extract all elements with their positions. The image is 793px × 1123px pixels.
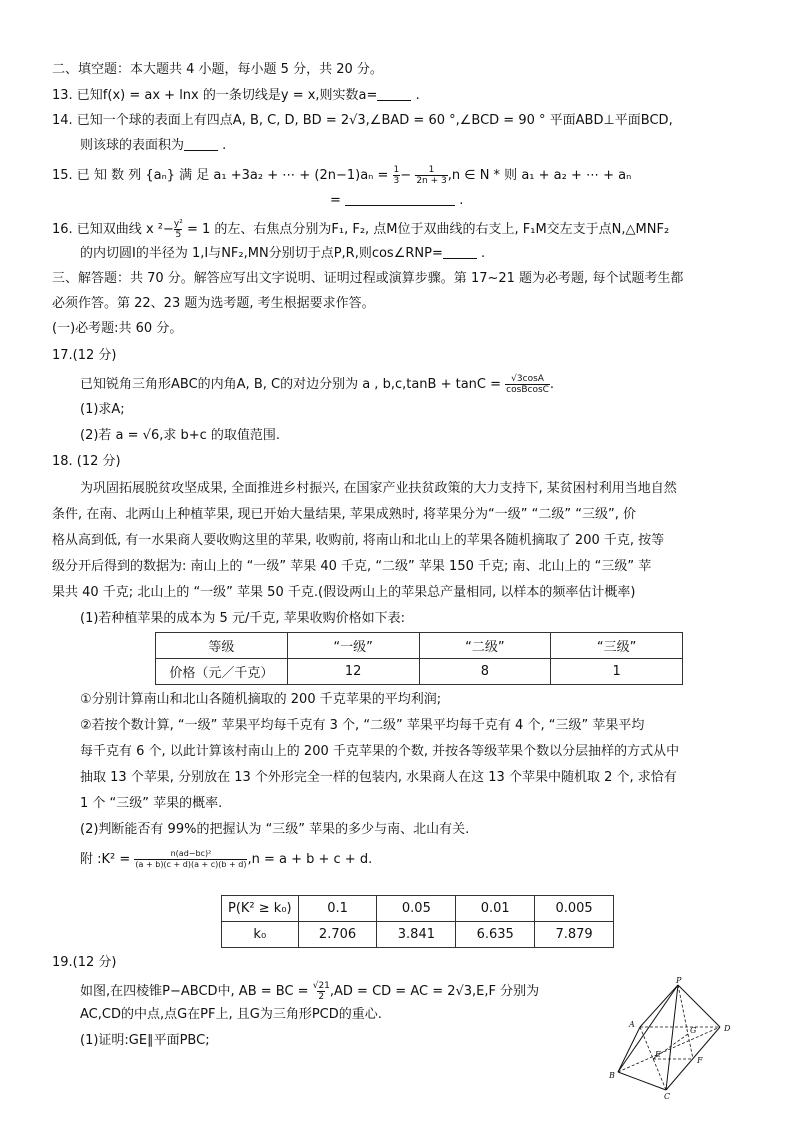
- required-section-label: (一)必考题:共 60 分。: [52, 321, 183, 336]
- question-19-line-2: AC,CD的中点,点G在PF上, 且G为三角形PCD的重心.: [80, 1007, 382, 1022]
- question-14-text: 则该球的表面积为: [80, 138, 185, 153]
- fraction-denominator: 2: [318, 992, 325, 1002]
- fraction-numerator: y²: [173, 219, 183, 229]
- question-13-end: .: [415, 88, 420, 103]
- question-18-item-2-line: ②若按个数计算, “一级” 苹果平均每千克有 3 个, “二级” 苹果平均每千克有 4 个, “三级” 苹果平均: [80, 718, 645, 733]
- point-label-E: E: [655, 1050, 661, 1059]
- question-18-paragraph-line: 条件, 在南、北两山上种植苹果, 现已开始大量结果, 苹果成熟时, 将苹果分为“一级” “二级” “三级”, 价: [52, 507, 636, 522]
- vertex-label-B: B: [609, 1071, 615, 1080]
- table-header-row: [156, 633, 683, 659]
- table-cell: 0.005: [535, 896, 614, 922]
- pyramid-solid-edges: [618, 985, 720, 1090]
- equals-sign: =: [330, 193, 341, 208]
- vertex-label-C: C: [664, 1092, 671, 1100]
- answer-blank: [345, 193, 455, 206]
- pyramid-hidden-edges: [618, 985, 720, 1090]
- edge-PD: [678, 985, 720, 1027]
- table-cell: 7.879: [535, 922, 614, 948]
- section-3-title-line-1: 三、解答题：共 70 分。解答应写出文字说明、证明过程或演算步骤。第 17~21 题为必考题, 每个试题考生都: [52, 271, 684, 286]
- minus-sign: −: [400, 168, 412, 183]
- answer-blank: [377, 88, 411, 101]
- question-16-line-1: [52, 219, 669, 240]
- question-18-paragraph-line: 格从高到低, 有一水果商人要收购这里的苹果, 收购前, 将南山和北山上的苹果各随机摘取了 200 千克, 按等: [52, 533, 665, 548]
- question-18-item-2-line: 1 个 “三级” 苹果的概率.: [80, 796, 223, 811]
- answer-blank: [443, 246, 477, 259]
- fraction: [174, 219, 183, 240]
- fraction: [505, 374, 550, 395]
- edge-BC: [618, 1072, 666, 1090]
- question-19-line-1: [80, 981, 539, 1002]
- fraction-numerator: √21: [312, 981, 330, 991]
- table-cell: 0.01: [456, 896, 535, 922]
- question-19-text: 如图,在四棱锥P−ABCD中, AB = BC =: [80, 984, 309, 999]
- fraction-denominator: 2n + 3: [416, 176, 447, 186]
- pyramid-figure: [600, 975, 750, 1100]
- segment-PF: [678, 985, 693, 1059]
- question-17-stem: [80, 374, 554, 395]
- question-16-text: 16. 已知双曲线 x ²−: [52, 222, 174, 237]
- fraction: [415, 165, 447, 186]
- section-2-title: 二、填空题：本大题共 4 小题，每小题 5 分，共 20 分。: [52, 62, 383, 77]
- question-16-text-tail: = 1 的左、右焦点分别为F₁, F₂, 点M位于双曲线的右支上, F₁M交左支于点N,△MNF₂: [186, 222, 670, 237]
- question-17-text: 已知锐角三角形ABC的内角A, B, C的对边分别为 a , b,c,tanB + tanC =: [80, 377, 502, 392]
- formula-lead: 附 :K² =: [80, 852, 131, 867]
- fraction-denominator: 5: [175, 230, 182, 240]
- table-cell: 0.1: [298, 896, 377, 922]
- question-15-end: .: [459, 193, 464, 208]
- point-label-F: F: [697, 1056, 703, 1065]
- question-17-end: .: [549, 377, 555, 392]
- fraction-denominator: 3: [393, 176, 400, 186]
- table-cell: 价格（元／千克）: [156, 659, 288, 685]
- question-16-text: 的内切圆I的半径为 1,I与NF₂,MN分别切于点P,R,则cos∠RNP=: [80, 246, 443, 261]
- question-15-text: 15. 已 知 数 列 {aₙ} 满 足 a₁ +3a₂ + ⋯ + (2n−1)aₙ =: [52, 168, 389, 183]
- question-15-line-1: [52, 165, 631, 186]
- table-cell: P(K² ≥ k₀): [222, 896, 299, 922]
- question-14-end: .: [222, 138, 227, 153]
- table-cell: 3.841: [377, 922, 456, 948]
- edge-AB: [618, 1027, 640, 1072]
- question-18-heading: 18. (12 分): [52, 454, 121, 469]
- fraction-numerator: 1: [428, 165, 435, 175]
- vertex-label-D: D: [724, 1024, 731, 1033]
- question-13: [52, 88, 420, 104]
- price-table: [155, 632, 683, 685]
- question-18-item-1: ①分别计算南山和北山各随机摘取的 200 千克苹果的平均利润;: [80, 692, 442, 707]
- question-18-item-2-line: 抽取 13 个苹果, 分别放在 13 个外形完全一样的包装内, 水果商人在这 13 个苹果中随机取 2 个, 求恰有: [80, 770, 677, 785]
- table-cell: “一级”: [287, 633, 419, 659]
- fraction: [134, 849, 247, 870]
- question-18-part-1: (1)若种植苹果的成本为 5 元/千克, 苹果收购价格如下表:: [80, 611, 405, 626]
- question-19-heading: 19.(12 分): [52, 955, 117, 970]
- question-18-paragraph-line: 为巩固拓展脱贫攻坚成果, 全面推进乡村振兴, 在国家产业扶贫政策的大力支持下, 某贫困村利用当地自然: [80, 481, 677, 496]
- table-row: [222, 922, 614, 948]
- vertex-label-P: P: [676, 976, 682, 985]
- fraction-numerator: n(ad−bc)²: [170, 849, 212, 858]
- question-18-part-2: (2)判断能否有 99%的把握认为 “三级” 苹果的多少与南、北山有关.: [80, 822, 470, 837]
- question-16-line-2: [80, 246, 485, 262]
- fraction-denominator: cosBcosC: [506, 385, 549, 395]
- table-cell: 等级: [156, 633, 288, 659]
- table-cell: 12: [287, 659, 419, 685]
- edge-PA: [640, 985, 678, 1027]
- edge-AC: [640, 1027, 666, 1090]
- section-3-title-line-2: 必须作答。第 22、23 题为选考题, 考生根据要求作答。: [52, 296, 375, 311]
- table-cell: 6.635: [456, 922, 535, 948]
- formula-tail: ,n = a + b + c + d.: [247, 852, 373, 867]
- fraction-numerator: 1: [393, 165, 400, 175]
- answer-blank: [184, 138, 218, 151]
- question-19-text-tail: ,AD = CD = AC = 2√3,E,F 分别为: [329, 984, 540, 999]
- table-cell: “三级”: [551, 633, 683, 659]
- vertex-label-A: A: [629, 1020, 635, 1029]
- question-18-attachment: [80, 849, 372, 870]
- question-18-paragraph-line: 级分开后得到的数据为: 南山上的 “一级” 苹果 40 千克, “二级” 苹果 150 千克; 南、北山上的 “三级” 苹: [52, 559, 652, 574]
- table-cell: 1: [551, 659, 683, 685]
- table-cell: 8: [419, 659, 551, 685]
- question-18-paragraph-line: 果共 40 千克; 北山上的 “一级” 苹果 50 千克.(假设两山上的苹果总产量相同, 以样本的频率估计概率): [52, 585, 636, 600]
- question-19-part-1: (1)证明:GE∥平面PBC;: [80, 1033, 210, 1048]
- question-17-part-1: (1)求A;: [80, 402, 125, 417]
- question-18-item-2-line: 每千克有 6 个, 以此计算该村南山上的 200 千克苹果的个数, 并按各等级苹果个数以分层抽样的方式从中: [80, 744, 680, 759]
- question-15-line-2: [330, 193, 463, 209]
- question-15-text-tail: ,n ∈ N * 则 a₁ + a₂ + ⋯ + aₙ: [447, 168, 632, 183]
- question-14-line-1: 14. 已知一个球的表面上有四点A, B, C, D, BD = 2√3,∠BAD = 60 °,∠BCD = 90 ° 平面ABD⊥平面BCD,: [52, 113, 673, 128]
- fraction-numerator: √3cosA: [511, 374, 544, 384]
- fraction-denominator: (a + b)(c + d)(a + c)(b + d): [135, 860, 247, 869]
- question-14-line-2: [80, 138, 226, 154]
- question-16-end: .: [481, 246, 486, 261]
- fraction: [313, 981, 330, 1002]
- point-label-G: G: [690, 1026, 697, 1035]
- critical-value-table: [221, 895, 614, 948]
- edge-PC: [666, 985, 678, 1090]
- table-cell: 2.706: [298, 922, 377, 948]
- question-17-heading: 17.(12 分): [52, 348, 117, 363]
- question-13-text: 13. 已知f(x) = ax + lnx 的一条切线是y = x,则实数a=: [52, 88, 378, 103]
- table-cell: k₀: [222, 922, 299, 948]
- table-row: [156, 659, 683, 685]
- table-row: [222, 896, 614, 922]
- table-cell: 0.05: [377, 896, 456, 922]
- question-17-part-2: (2)若 a = √6,求 b+c 的取值范围.: [80, 428, 281, 443]
- table-cell: “二级”: [419, 633, 551, 659]
